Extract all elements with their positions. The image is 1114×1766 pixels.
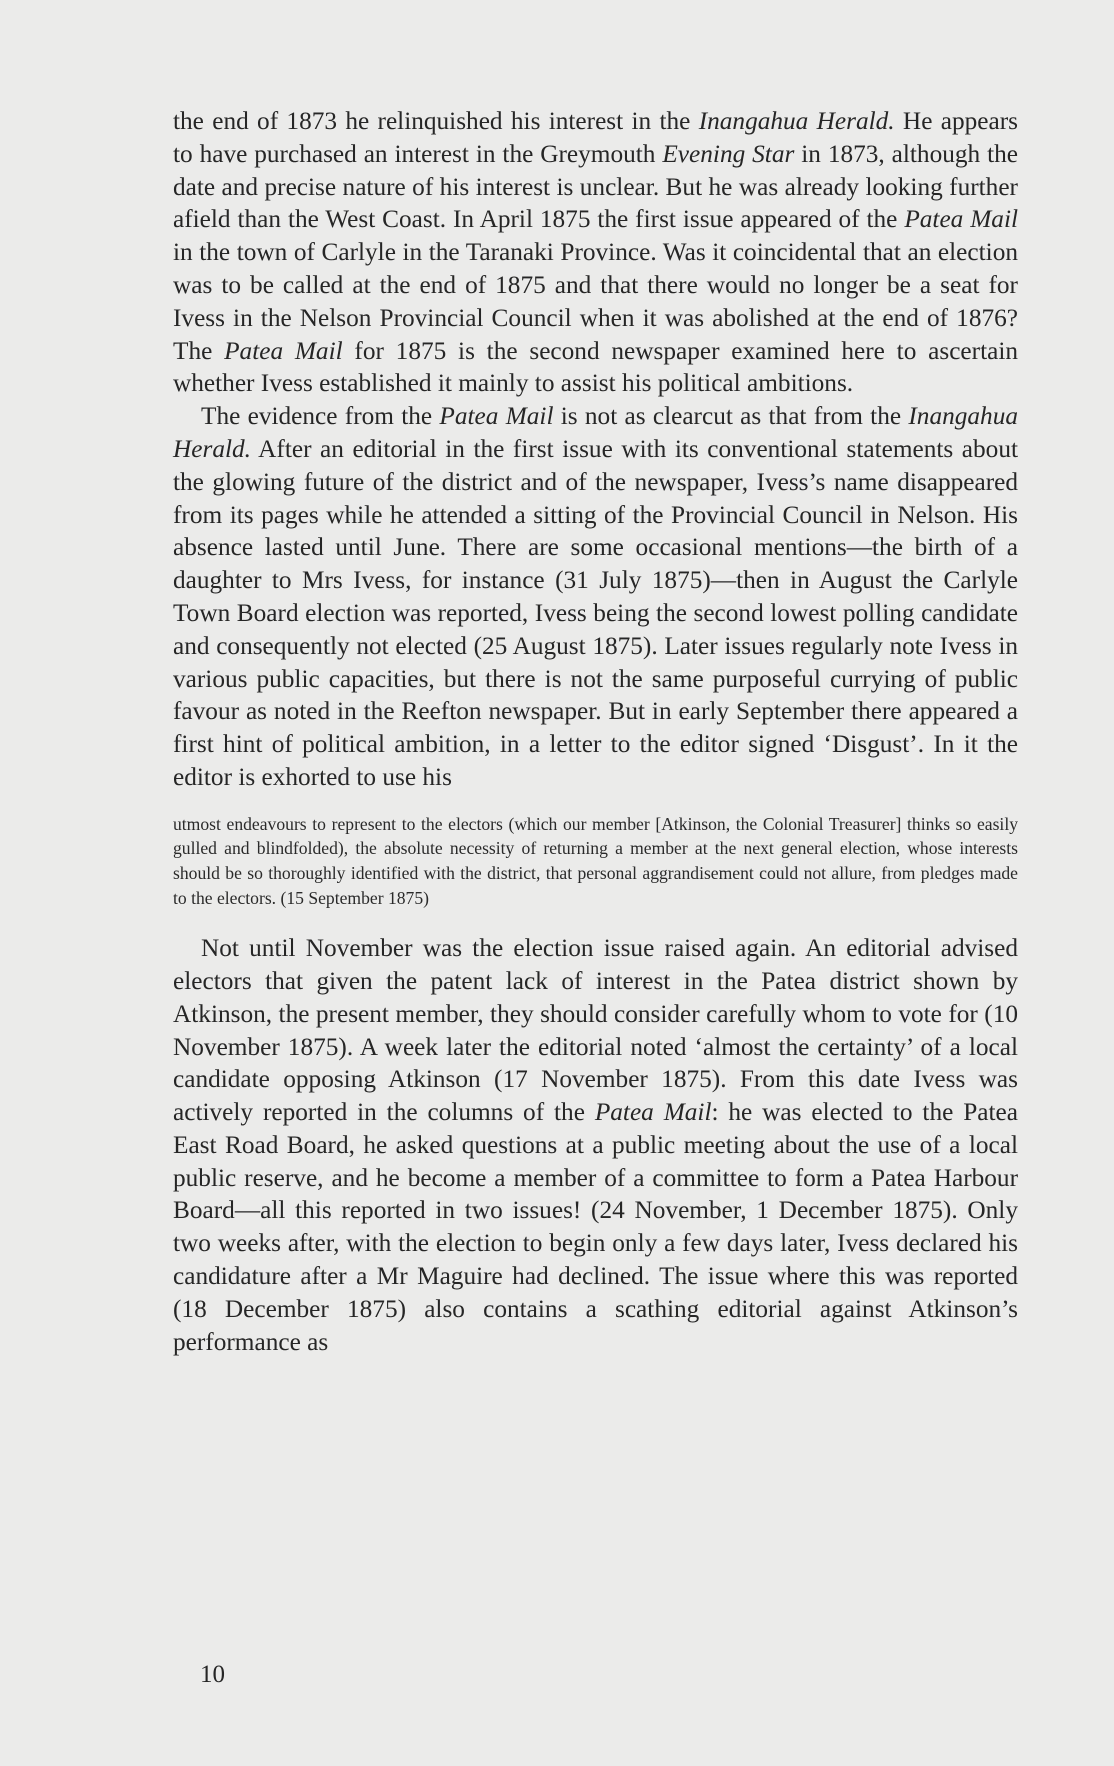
page-body xyxy=(173,105,1018,1358)
p1-italic-title: Evening Star xyxy=(662,139,795,168)
p1-run: in 1873, although the date and precise nature of his interest is unclear. But he was already looking further afield than the West Coast. In April 1875 the first issue appeared of the xyxy=(173,139,1018,234)
p3-run: Not until November was the election issue raised again. An editorial advised electors that given the patent lack of interest in the Patea district shown by Atkinson, the present member, they should consider carefully whom to vote for (10 November 1875). A week later the editorial noted ‘almost the certainty’ of a local candidate opposing Atkinson (17 November 1875). From this date Ivess was actively reported in the columns of the xyxy=(173,934,1018,1127)
p1-italic-title: Patea Mail xyxy=(904,205,1018,234)
p1-run: in the town of Carlyle in the Taranaki Province. Was it coincidental that an election was to be called at the end of 1875 and that there would no longer be a seat for Ivess in the Nelson Provincial Council when it was abolished at the end of 1876? The xyxy=(173,238,1018,365)
p2-run: is not as clearcut as that from the xyxy=(553,402,909,431)
block-quote: utmost endeavours to represent to the electors (which our member [Atkinson, the Colonial Treasurer] thinks so easily gulled and blindfolded), the absolute necessity of returning a member at the next general election, whose interests should be so thoroughly identified with the district, that personal aggrandisement could not allure, from pledges made to the electors. (15 September 1875) xyxy=(173,813,1018,908)
paragraph-3 xyxy=(173,932,1018,1358)
p1-run: the end of 1873 he relinquished his interest in the xyxy=(173,107,699,135)
p3-italic-title: Patea Mail xyxy=(594,1098,712,1127)
paragraph-2 xyxy=(173,400,1018,794)
p2-italic-title: Inangahua Herald. xyxy=(173,402,1018,463)
p2-italic-title: Patea Mail xyxy=(439,402,554,431)
p1-italic-title: Patea Mail xyxy=(224,336,343,365)
p2-run: After an editorial in the first issue with its conventional statements about the glowing future of the district and of the newspaper, Ivess’s name disappeared from its pages while he attended a sitting of the Provincial Council in Nelson. His absence lasted until June. There are some occasional mentions—the birth of a daughter to Mrs Ivess, for instance (31 July 1875)—then in August the Carlyle Town Board election was reported, Ivess being the second lowest polling candidate and consequently not elected (25 August 1875). Later issues regularly note Ivess in various public capacities, but there is not the same purposeful currying of public favour as noted in the Reefton newspaper. But in early September there appeared a first hint of political ambition, in a letter to the editor signed ‘Disgust’. In it the editor is exhorted to use his xyxy=(173,434,1018,791)
p1-run: for 1875 is the second newspaper examined here to ascertain whether Ivess established it mainly to assist his political ambitions. xyxy=(173,336,1019,398)
p2-run: The evidence from the xyxy=(201,402,440,431)
p1-run: He appears to have purchased an interest in the Greymouth xyxy=(173,107,1018,168)
page-number: 10 xyxy=(200,1661,225,1688)
paragraph-1 xyxy=(173,105,1018,400)
p1-italic-title: Inangahua Herald. xyxy=(698,107,895,135)
p3-run: : he was elected to the Patea East Road Board, he asked questions at a public meeting about the use of a local public reserve, and he become a member of a committee to form a Patea Harbour Board—all this reported in two issues! (24 November, 1 December 1875). Only two weeks after, with the election to begin only a few days later, Ivess declared his candidature after a Mr Maguire had declined. The issue where this was reported (18 December 1875) also contains a scathing editorial against Atkinson’s performance as xyxy=(173,1098,1019,1356)
